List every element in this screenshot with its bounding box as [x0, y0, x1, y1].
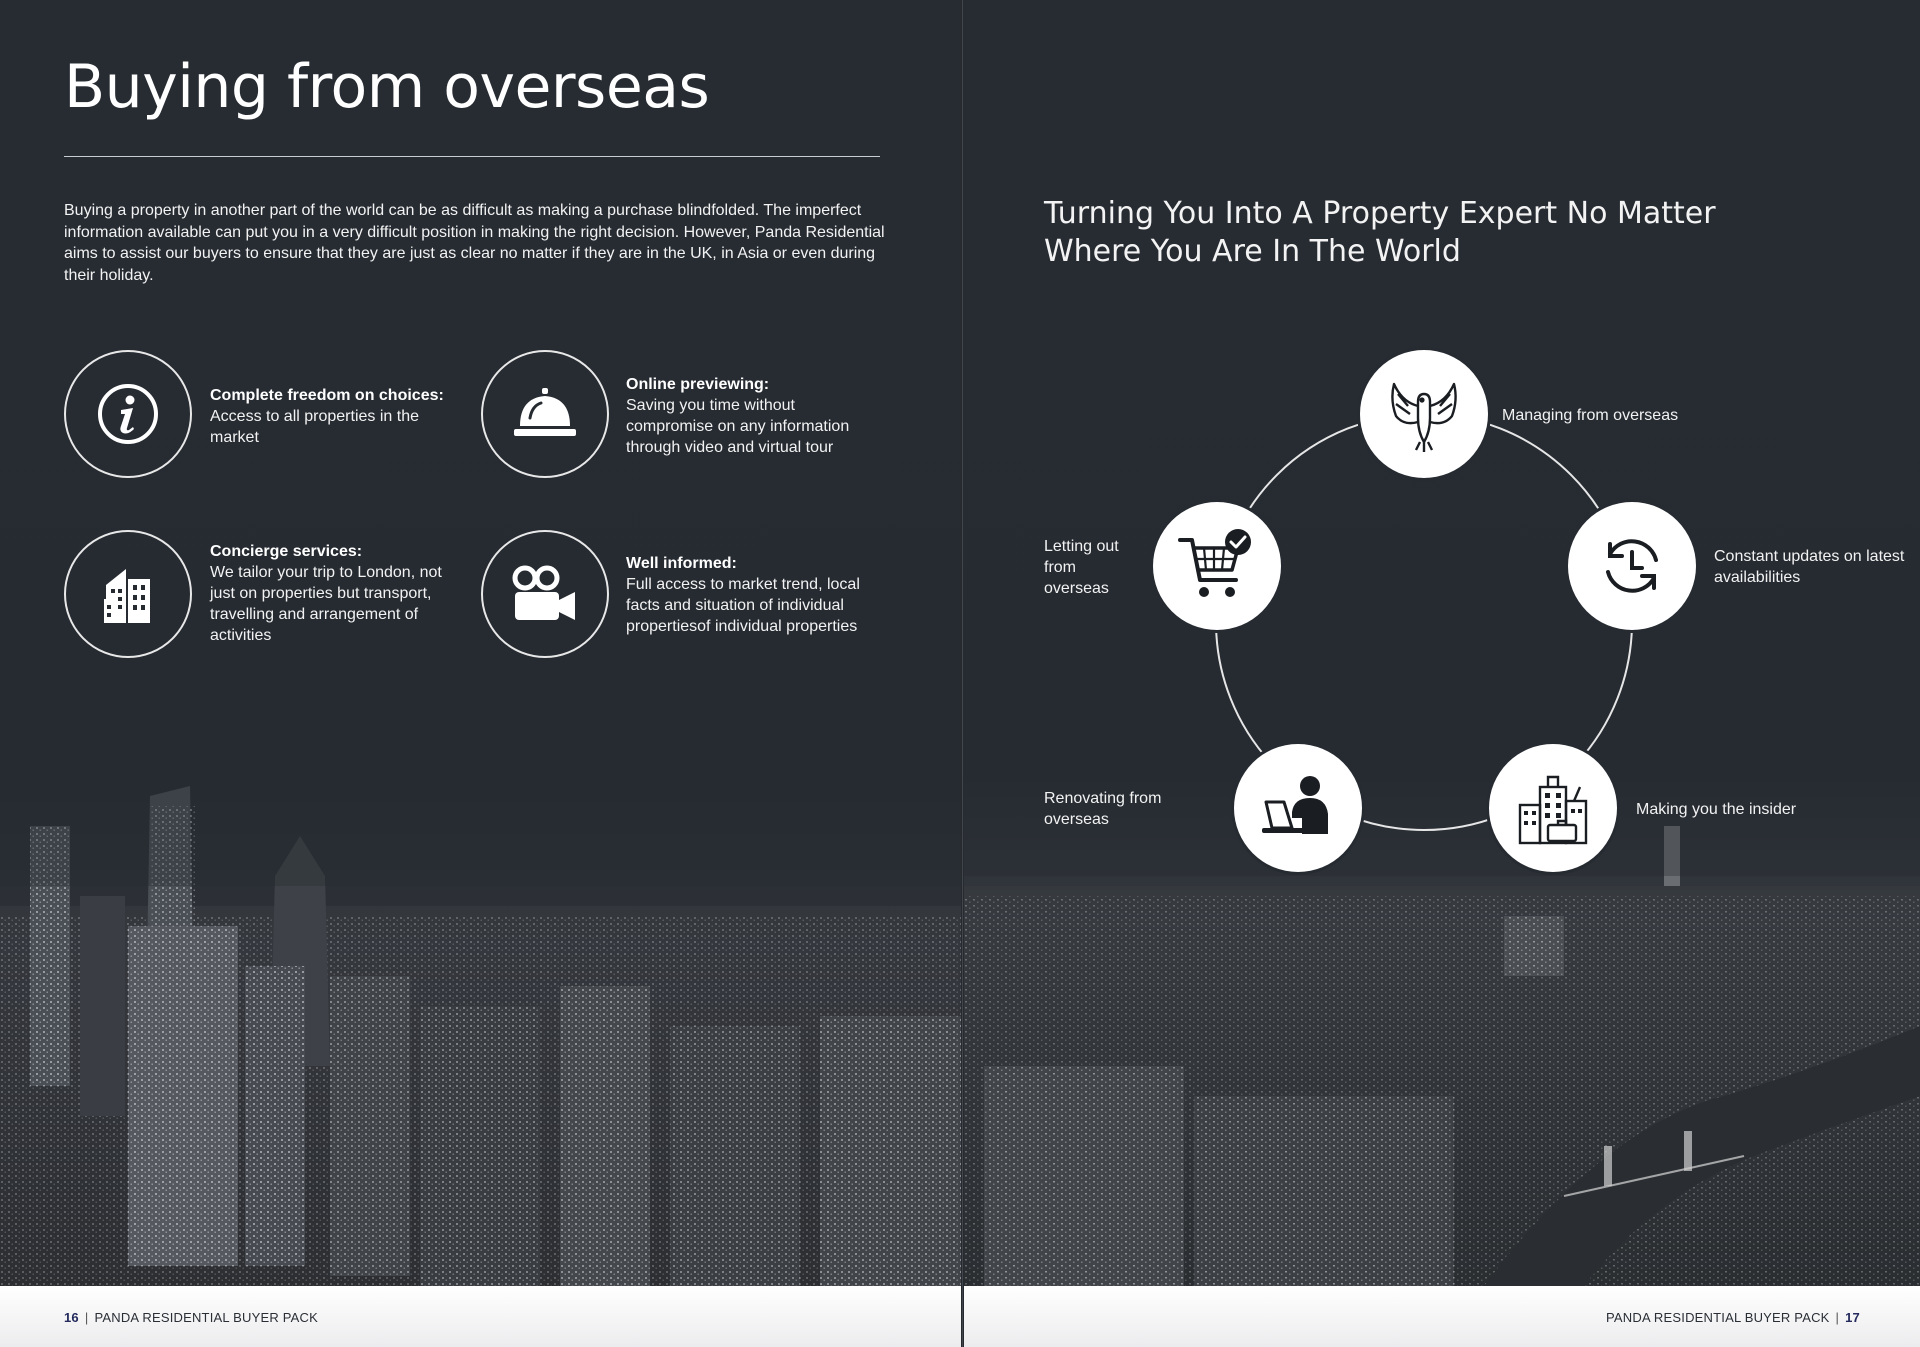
intro-paragraph: Buying a property in another part of the world can be as difficult as making a purchase blindfolded. The imperfect information available can put you in a very difficult position in making the right decision. However, Panda Residential aims to assist our buyers to ensure that they are just as clear no matter if they are in the UK, in Asia or even during their holiday. — [64, 202, 885, 284]
feature-icon-circle — [481, 350, 609, 478]
footer-brand: PANDA RESIDENTIAL BUYER PACK — [94, 1310, 318, 1325]
title-divider — [64, 156, 880, 157]
cycle-node-letting — [1153, 502, 1281, 630]
feature-title: Complete freedom on choices: — [210, 387, 444, 404]
feature-concierge-services — [210, 541, 465, 646]
footer-separator: | — [1835, 1310, 1840, 1325]
city-skyline-photo — [0, 766, 961, 1286]
cycle-node-renovating — [1234, 744, 1362, 872]
footer-label — [64, 1310, 318, 1325]
feature-complete-freedom — [210, 385, 470, 448]
feature-description: Saving you time without compromise on any information through video and virtual tour — [626, 397, 850, 456]
cycle-label-managing: Managing from overseas — [1502, 407, 1679, 424]
page-footer — [0, 1286, 961, 1347]
clock-refresh-icon — [1596, 530, 1668, 602]
shopping-cart-check-icon — [1176, 528, 1258, 604]
page-number: 17 — [1845, 1310, 1860, 1325]
eagle-icon — [1382, 372, 1466, 456]
cycle-label-letting: Letting out from overseas — [1044, 538, 1119, 597]
feature-well-informed — [626, 553, 896, 637]
buildings-icon — [98, 561, 158, 627]
footer-label — [1606, 1310, 1860, 1325]
feature-description: We tailor your trip to London, not just on properties but transport, travelling and arrangement of activities — [210, 564, 442, 644]
cycle-node-managing — [1360, 350, 1488, 478]
feature-icon-circle — [64, 350, 192, 478]
section-heading: Turning You Into A Property Expert No Matter Where You Are In The World — [1044, 196, 1716, 269]
page-number: 16 — [64, 1310, 79, 1325]
info-icon — [95, 381, 161, 447]
right-page — [964, 0, 1920, 1347]
service-bell-icon — [510, 384, 580, 444]
person-laptop-icon — [1258, 772, 1338, 844]
cycle-label-renovating: Renovating from overseas — [1044, 790, 1162, 828]
page-title: Buying from overseas — [64, 52, 710, 122]
feature-title: Well informed: — [626, 555, 737, 572]
page-footer — [964, 1286, 1920, 1347]
feature-description: Access to all properties in the market — [210, 408, 419, 446]
video-camera-icon — [511, 564, 579, 624]
cycle-node-insider — [1489, 744, 1617, 872]
cycle-label-insider: Making you the insider — [1636, 801, 1797, 818]
feature-icon-circle — [481, 530, 609, 658]
feature-description: Full access to market trend, local facts and situation of individual propertiesof individual properties — [626, 576, 860, 635]
cycle-node-updates — [1568, 502, 1696, 630]
feature-title: Online previewing: — [626, 376, 770, 393]
cycle-label-updates: Constant updates on latest availabilities — [1714, 548, 1905, 586]
city-buildings-icon — [1514, 769, 1592, 847]
feature-icon-circle — [64, 530, 192, 658]
footer-separator: | — [84, 1310, 89, 1325]
feature-title: Concierge services: — [210, 543, 363, 560]
feature-online-previewing — [626, 374, 886, 458]
footer-brand: PANDA RESIDENTIAL BUYER PACK — [1606, 1310, 1830, 1325]
